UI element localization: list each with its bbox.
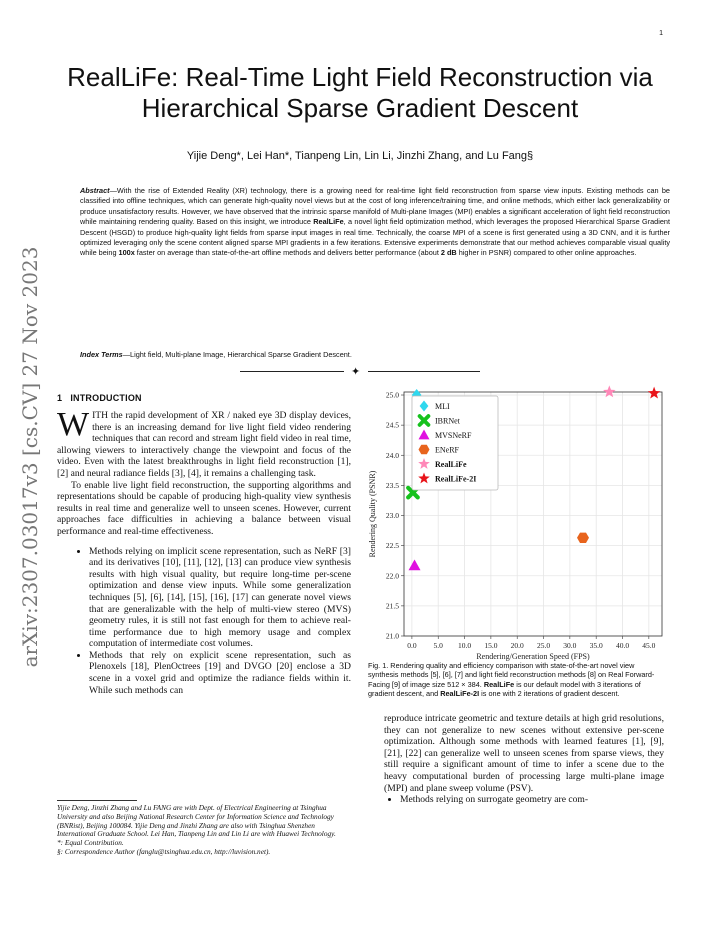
drop-cap: W bbox=[57, 406, 90, 443]
data-point-reallife-2i bbox=[648, 387, 661, 399]
y-tick-label: 24.5 bbox=[385, 420, 399, 430]
x-tick-label: 10.0 bbox=[457, 641, 472, 650]
legend-label: RealLiFe-2I bbox=[435, 474, 477, 484]
separator-diamond-icon: ✦ bbox=[351, 366, 361, 378]
intro-paragraph: To enable live light field reconstruction, the supporting algorithms and representations should be capable of producing high-quality view synthesis results in real time and generalize well to unseen scenes. However, current approaches face difficulties in achieving a balance between visual performance and real-time effectiveness. bbox=[57, 479, 351, 537]
page-number: 1 bbox=[659, 30, 663, 37]
y-tick-label: 21.0 bbox=[385, 631, 399, 641]
y-tick-label: 22.0 bbox=[385, 571, 399, 581]
data-point-reallife bbox=[603, 385, 616, 397]
y-tick-label: 23.5 bbox=[385, 480, 399, 490]
section-heading: 1 INTRODUCTION bbox=[57, 393, 142, 403]
legend-label: ENeRF bbox=[435, 445, 459, 455]
legend-label: MLI bbox=[435, 402, 450, 411]
x-tick-label: 25.0 bbox=[536, 641, 551, 650]
index-terms: Index Terms—Light field, Multi-plane Image, Hierarchical Sparse Gradient Descent. bbox=[80, 350, 352, 359]
method-bullets bbox=[57, 546, 351, 697]
footnote-rule bbox=[57, 800, 137, 801]
arxiv-stamp: arXiv:2307.03017v3 [cs.CV] 27 Nov 2023 bbox=[18, 246, 42, 668]
body-paragraph: reproduce intricate geometric and texture details at high grid resolutions, they can not generalize to new scenes without extensive per-scene optimization. Although some methods with learned features [1], [9], [21], [22] can generalize well to unseen scenes from sparse views, they still require a significant amount of time to infer a scene due to the heavy computational burden of processing large multi-plane image (MPI) and plane sweep volume (PSV). bbox=[384, 713, 664, 794]
y-tick-label: 22.5 bbox=[385, 541, 399, 551]
bullet-item: • Methods relying on implicit scene representation, such as NeRF [3] and its derivatives [10], [11], [12], [13] can produce view synthesis results with high visual quality, but require long-time per-scene optimization and dense view inputs. While some generalization techniques [5], [6], [14], [15], [16], [17] can generate novel views that are generalizable with the help of multi-view stereo (MVS) geometry rules, it is still not fast enough for them to achieve real-time performance due to high memory usage and complex computation of intermediate cost volumes. bbox=[89, 546, 351, 650]
intro-paragraph: WITH the rapid development of XR / naked eye 3D display devices, there is an increasing demand for live light field video rendering techniques that can record and stream light field video in real time, allowing viewers to interactively change the viewpoint and focus of the video. Even with the latest breakthroughs in light field reconstruction [1], [2] and neural radiance fields [3], [4], it remains a challenging task. bbox=[57, 406, 351, 479]
y-axis-label: Rendering Quality (PSNR) bbox=[368, 470, 377, 558]
x-tick-label: 30.0 bbox=[563, 641, 577, 650]
author-list: Yijie Deng*, Lei Han*, Tianpeng Lin, Lin Li, Jinzhi Zhang, and Lu Fang§ bbox=[186, 150, 534, 162]
y-tick-label: 24.0 bbox=[385, 450, 399, 460]
x-axis-label: Rendering/Generation Speed (FPS) bbox=[476, 652, 590, 661]
paper-title: RealLiFe: Real-Time Light Field Reconstruction via Hierarchical Sparse Gradient Descent bbox=[67, 62, 653, 123]
x-tick-label: 15.0 bbox=[484, 641, 498, 650]
x-tick-label: 45.0 bbox=[642, 641, 656, 650]
figure-1-chart bbox=[366, 384, 666, 661]
left-column bbox=[57, 406, 351, 696]
legend-label: IBRNet bbox=[435, 416, 460, 426]
figure-caption: Fig. 1. Rendering quality and efficiency comparison with state-of-the-art novel view synthesis methods [5], [6], [7] and light field reconstruction methods [8] on Real Forward-Facing [9] of image size 512 × 384. RealLiFe is our default model with 3 iterations of gradient descent, and RealLiFe-2I is one with 2 iterations of gradient descent. bbox=[368, 661, 655, 698]
separator-left bbox=[240, 371, 344, 372]
x-tick-label: 35.0 bbox=[589, 641, 603, 650]
y-tick-label: 21.5 bbox=[385, 601, 399, 611]
x-tick-label: 40.0 bbox=[615, 641, 630, 650]
legend-label: MVSNeRF bbox=[435, 431, 472, 440]
y-tick-label: 23.0 bbox=[385, 511, 399, 521]
legend-label: RealLiFe bbox=[435, 460, 467, 469]
data-point-mvsnerf bbox=[409, 560, 421, 571]
right-column bbox=[384, 713, 664, 806]
x-tick-label: 0.0 bbox=[407, 641, 417, 650]
abstract: Abstract—With the rise of Extended Reality (XR) technology, there is a growing need for real-time light field reconstruction from sparse view inputs. Existing methods can be classified into offline techniques, which can generate high-quality novel views but at the cost of long inference/training time, and online methods, which either lack generalizability or produce unsatisfactory results. However, we have observed that the intrinsic sparse manifold of Multi-plane Images (MPI) enables a significant acceleration of light field reconstruction while maintaining rendering quality. Based on this insight, we introduce RealLiFe, a novel light field optimization method, which leverages the proposed Hierarchical Sparse Gradient Descent (HSGD) to produce high-quality light fields from sparse input images in real time. Technically, the coarse MPI of a scene is first generated using a 3D CNN, and it is further optimized leveraging only the scene content aligned sparse MPI gradients in a few iterations. Extensive experiments demonstrate that our method achieves comparable visual quality while being 100x faster on average than state-of-the-art offline methods and delivers better performance (about 2 dB higher in PSNR) compared to other online approaches. bbox=[80, 186, 671, 258]
method-bullets bbox=[384, 794, 664, 806]
separator-right bbox=[368, 371, 480, 372]
bullet-item: • Methods relying on surrogate geometry are com- bbox=[400, 794, 664, 806]
x-tick-label: 5.0 bbox=[433, 641, 443, 650]
bullet-item: • Methods that rely on explicit scene representation, such as Plenoxels [18], PlenOctrees [19] and DVGO [20] enclose a 3D scene in a voxel grid and optimize the radiance fields within it. While such methods can bbox=[89, 650, 351, 696]
data-point-enerf bbox=[577, 533, 589, 543]
x-tick-label: 20.0 bbox=[510, 641, 524, 650]
footnote: Yijie Deng, Jinzhi Zhang and Lu FANG are with Dept. of Electrical Engineering at Tsinghua University and also Beijing National Research Center for Information Science and Technology (BNRist), Beijing 100084. Yijie Deng and Jinzhi Zhang are also with Tsinghua Shenzhen International Graduate School. Lei Han, Tianpeng Lin and Lin Li are with Huawei Technology. *: Equal Contribution. §: Correspondence Author (fanglu@tsinghua.edu.cn, http://luvision.net). bbox=[57, 803, 336, 856]
y-tick-label: 25.0 bbox=[385, 390, 399, 400]
